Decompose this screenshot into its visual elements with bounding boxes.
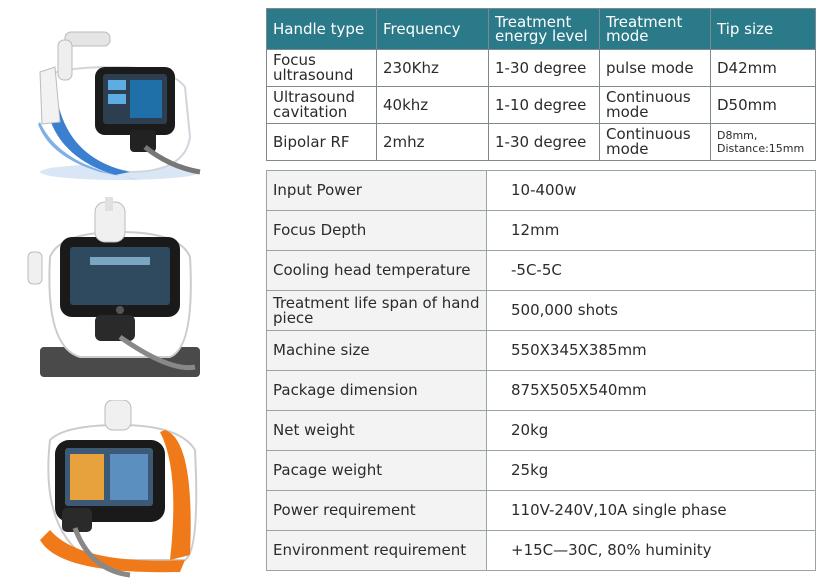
- table-row: [267, 87, 816, 124]
- frequency-cell: 2mhz: [377, 124, 489, 161]
- table-row: [267, 171, 816, 211]
- spec-label: Machine size: [267, 331, 487, 371]
- energy-cell: 1-30 degree: [489, 124, 600, 161]
- header-treatment-mode: Treatment mode: [600, 9, 711, 50]
- specification-table: [266, 170, 816, 571]
- table-row: [267, 331, 816, 371]
- frequency-cell: 230Khz: [377, 50, 489, 87]
- header-tip-size: Tip size: [711, 9, 816, 50]
- mode-cell: Continuous mode: [600, 124, 711, 161]
- table-row: [267, 531, 816, 571]
- machine-image-gray: [20, 197, 210, 392]
- spec-label: Power requirement: [267, 491, 487, 531]
- machine-image-blue: [20, 12, 210, 184]
- spec-value: +15C—30C, 80% huminity: [487, 531, 816, 571]
- spec-value: 12mm: [487, 211, 816, 251]
- spec-value: 10-400w: [487, 171, 816, 211]
- tip-size-cell: D42mm: [711, 50, 816, 87]
- spec-label: Input Power: [267, 171, 487, 211]
- table-row: [267, 491, 816, 531]
- table-row: [267, 291, 816, 331]
- table-row: [267, 411, 816, 451]
- mode-cell: Continuous mode: [600, 87, 711, 124]
- frequency-cell: 40khz: [377, 87, 489, 124]
- spec-label: Focus Depth: [267, 211, 487, 251]
- spec-value: 550X345X385mm: [487, 331, 816, 371]
- handle-name: Ultrasound cavitation: [267, 87, 377, 124]
- table-row: [267, 371, 816, 411]
- spec-label: Pacage weight: [267, 451, 487, 491]
- spec-value: -5C-5C: [487, 251, 816, 291]
- table-row: [267, 50, 816, 87]
- table-row: [267, 211, 816, 251]
- header-frequency: Frequency: [377, 9, 489, 50]
- spec-label: Net weight: [267, 411, 487, 451]
- spec-label: Treatment life span of hand piece: [267, 291, 487, 331]
- spec-value: 25kg: [487, 451, 816, 491]
- handle-name: Bipolar RF: [267, 124, 377, 161]
- energy-cell: 1-30 degree: [489, 50, 600, 87]
- spec-label: Package dimension: [267, 371, 487, 411]
- tip-size-cell: D50mm: [711, 87, 816, 124]
- spec-label: Cooling head temperature: [267, 251, 487, 291]
- spec-label: Environment requirement: [267, 531, 487, 571]
- mode-cell: pulse mode: [600, 50, 711, 87]
- handle-type-table: [266, 8, 816, 161]
- header-energy-level: Treatment energy level: [489, 9, 600, 50]
- energy-cell: 1-10 degree: [489, 87, 600, 124]
- table-header-row: [267, 9, 816, 50]
- tip-size-cell: D8mm, Distance:15mm: [711, 124, 816, 161]
- spec-value: 20kg: [487, 411, 816, 451]
- table-row: [267, 251, 816, 291]
- spec-value: 110V-240V,10A single phase: [487, 491, 816, 531]
- header-handle-type: Handle type: [267, 9, 377, 50]
- table-row: [267, 124, 816, 161]
- machine-image-orange: [20, 400, 210, 580]
- spec-value: 875X505X540mm: [487, 371, 816, 411]
- table-row: [267, 451, 816, 491]
- spec-value: 500,000 shots: [487, 291, 816, 331]
- handle-name: Focus ultrasound: [267, 50, 377, 87]
